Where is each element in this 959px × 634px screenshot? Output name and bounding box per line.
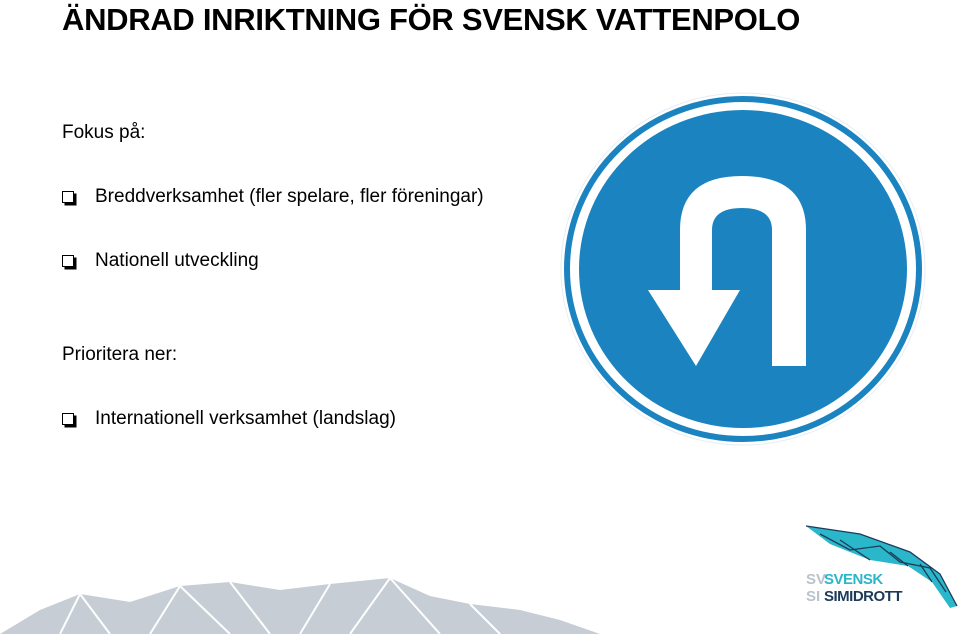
focus-heading: Fokus på: — [62, 122, 146, 143]
logo-ghost-line2: SI — [806, 588, 821, 605]
logo-line2: SIMIDROTT — [824, 588, 902, 605]
deprioritize-item-text: Internationell verksamhet (landslag) — [95, 408, 396, 429]
focus-item-text: Breddverksamhet (fler spelare, fler föreningar) — [95, 186, 484, 207]
focus-item-text: Nationell utveckling — [95, 250, 259, 271]
mountain-decoration — [0, 576, 620, 634]
slide-title: ÄNDRAD INRIKTNING FÖR SVENSK VATTENPOLO — [62, 2, 801, 37]
deprioritize-heading: Prioritera ner: — [62, 344, 178, 365]
svensk-simidrott-logo — [800, 522, 959, 612]
focus-item — [62, 250, 259, 272]
focus-item — [62, 186, 484, 208]
logo-ghost-line1: SV — [806, 571, 827, 588]
checkbox-icon — [62, 191, 74, 203]
logo-line1: SVENSK — [824, 571, 883, 588]
deprioritize-item — [62, 408, 396, 430]
checkbox-icon — [62, 413, 74, 425]
u-turn-sign-icon — [560, 92, 926, 446]
checkbox-icon — [62, 255, 74, 267]
